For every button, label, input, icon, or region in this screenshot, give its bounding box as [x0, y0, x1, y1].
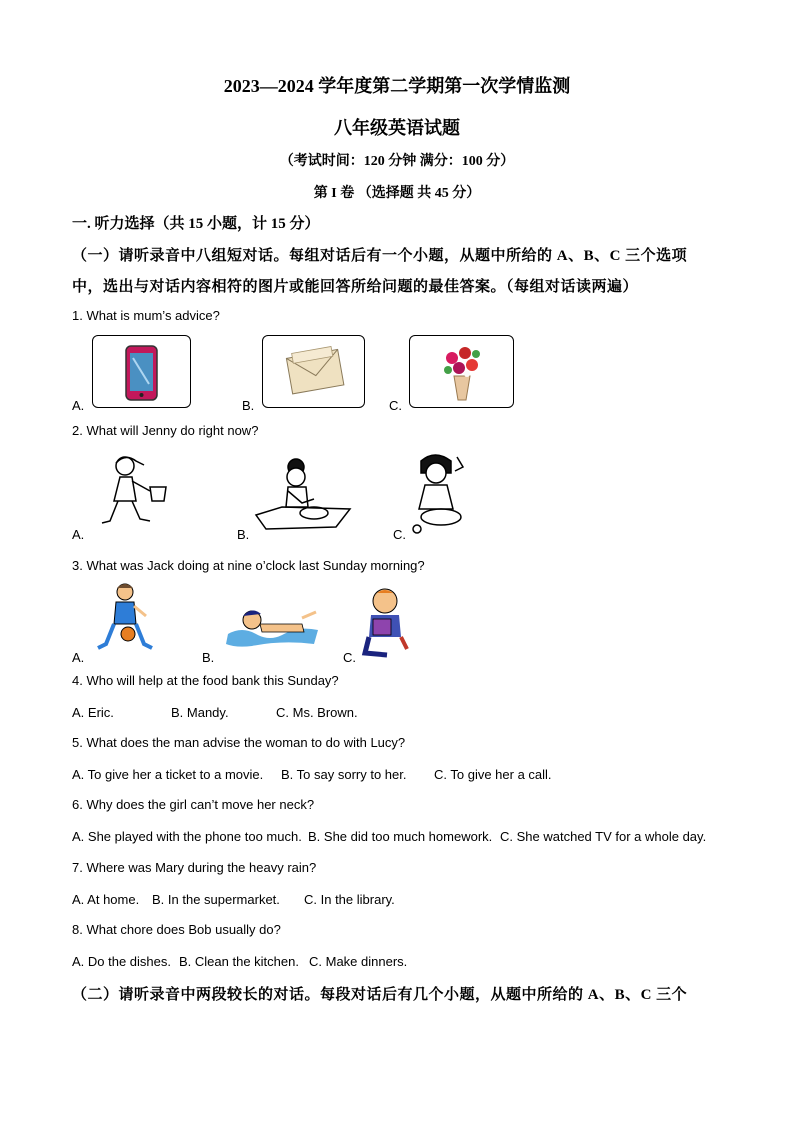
q1-picture-a[interactable]: [92, 335, 191, 408]
q7-option-c[interactable]: C. In the library.: [304, 892, 395, 907]
boy-swimming[interactable]: [222, 600, 322, 650]
question-1: 1. What is mum’s advice?: [72, 308, 220, 323]
q5-option-a[interactable]: A. To give her a ticket to a movie.: [72, 767, 264, 782]
q4-option-a[interactable]: A. Eric.: [72, 705, 114, 720]
q4-option-c[interactable]: C. Ms. Brown.: [276, 705, 358, 720]
q5-option-c[interactable]: C. To give her a call.: [434, 767, 552, 782]
question-3: 3. What was Jack doing at nine o’clock last Sunday morning?: [72, 558, 425, 573]
girl-with-basket[interactable]: [92, 451, 178, 537]
exam-subtitle: 八年级英语试题: [334, 118, 460, 138]
exam-meta: （考试时间：120 分钟 满分：100 分）: [279, 154, 515, 169]
girl-at-sink[interactable]: [252, 451, 356, 537]
q3-label-a: A.: [72, 650, 85, 665]
q5-option-b[interactable]: B. To say sorry to her.: [281, 767, 407, 782]
question-7: 7. Where was Mary during the heavy rain?: [72, 860, 317, 875]
q8-option-c[interactable]: C. Make dinners.: [309, 954, 408, 969]
q7-option-a[interactable]: A. At home.: [72, 892, 140, 907]
phone-icon: [93, 336, 190, 407]
instruction-line-1: （一）请听录音中八组短对话。每组对话后有一个小题，从题中所给的 A、B、C 三个选项: [72, 248, 688, 264]
q1-label-a: A.: [72, 398, 85, 413]
question-5: 5. What does the man advise the woman to do with Lucy?: [72, 735, 406, 750]
q6-option-b[interactable]: B. She did too much homework.: [308, 829, 493, 844]
volume-heading: 第 I 卷 （选择题 共 45 分）: [313, 186, 481, 201]
q8-option-b[interactable]: B. Clean the kitchen.: [179, 954, 299, 969]
girl-cooking[interactable]: [405, 451, 477, 537]
q3-label-c: C.: [343, 650, 356, 665]
boy-playing-basketball[interactable]: [92, 582, 158, 658]
q1-label-b: B.: [242, 398, 255, 413]
letter-icon: [263, 336, 364, 407]
q1-label-c: C.: [389, 398, 402, 413]
q1-picture-c[interactable]: [409, 335, 514, 408]
q8-option-a[interactable]: A. Do the dishes.: [72, 954, 171, 969]
instruction-part-2: （二）请听录音中两段较长的对话。每段对话后有几个小题，从题中所给的 A、B、C 三个: [72, 987, 688, 1003]
q6-option-c[interactable]: C. She watched TV for a whole day.: [500, 829, 707, 844]
question-2: 2. What will Jenny do right now?: [72, 423, 259, 438]
section-heading: 一. 听力选择（共 15 小题，计 15 分）: [72, 216, 320, 232]
boy-reading[interactable]: [357, 585, 417, 660]
question-8: 8. What chore does Bob usually do?: [72, 922, 281, 937]
exam-title: 2023—2024 学年度第二学期第一次学情监测: [223, 76, 571, 96]
q1-picture-b[interactable]: [262, 335, 365, 408]
q3-label-b: B.: [202, 650, 215, 665]
q2-label-c: C.: [393, 527, 406, 542]
q4-option-b[interactable]: B. Mandy.: [171, 705, 229, 720]
question-6: 6. Why does the girl can’t move her neck?: [72, 797, 315, 812]
q6-option-a[interactable]: A. She played with the phone too much.: [72, 829, 302, 844]
q2-label-b: B.: [237, 527, 250, 542]
q7-option-b[interactable]: B. In the supermarket.: [152, 892, 280, 907]
question-4: 4. Who will help at the food bank this Sunday?: [72, 673, 339, 688]
flowers-icon: [410, 336, 513, 407]
instruction-line-2: 中，选出与对话内容相符的图片或能回答所给问题的最佳答案。（每组对话读两遍）: [72, 279, 639, 295]
q2-label-a: A.: [72, 527, 85, 542]
